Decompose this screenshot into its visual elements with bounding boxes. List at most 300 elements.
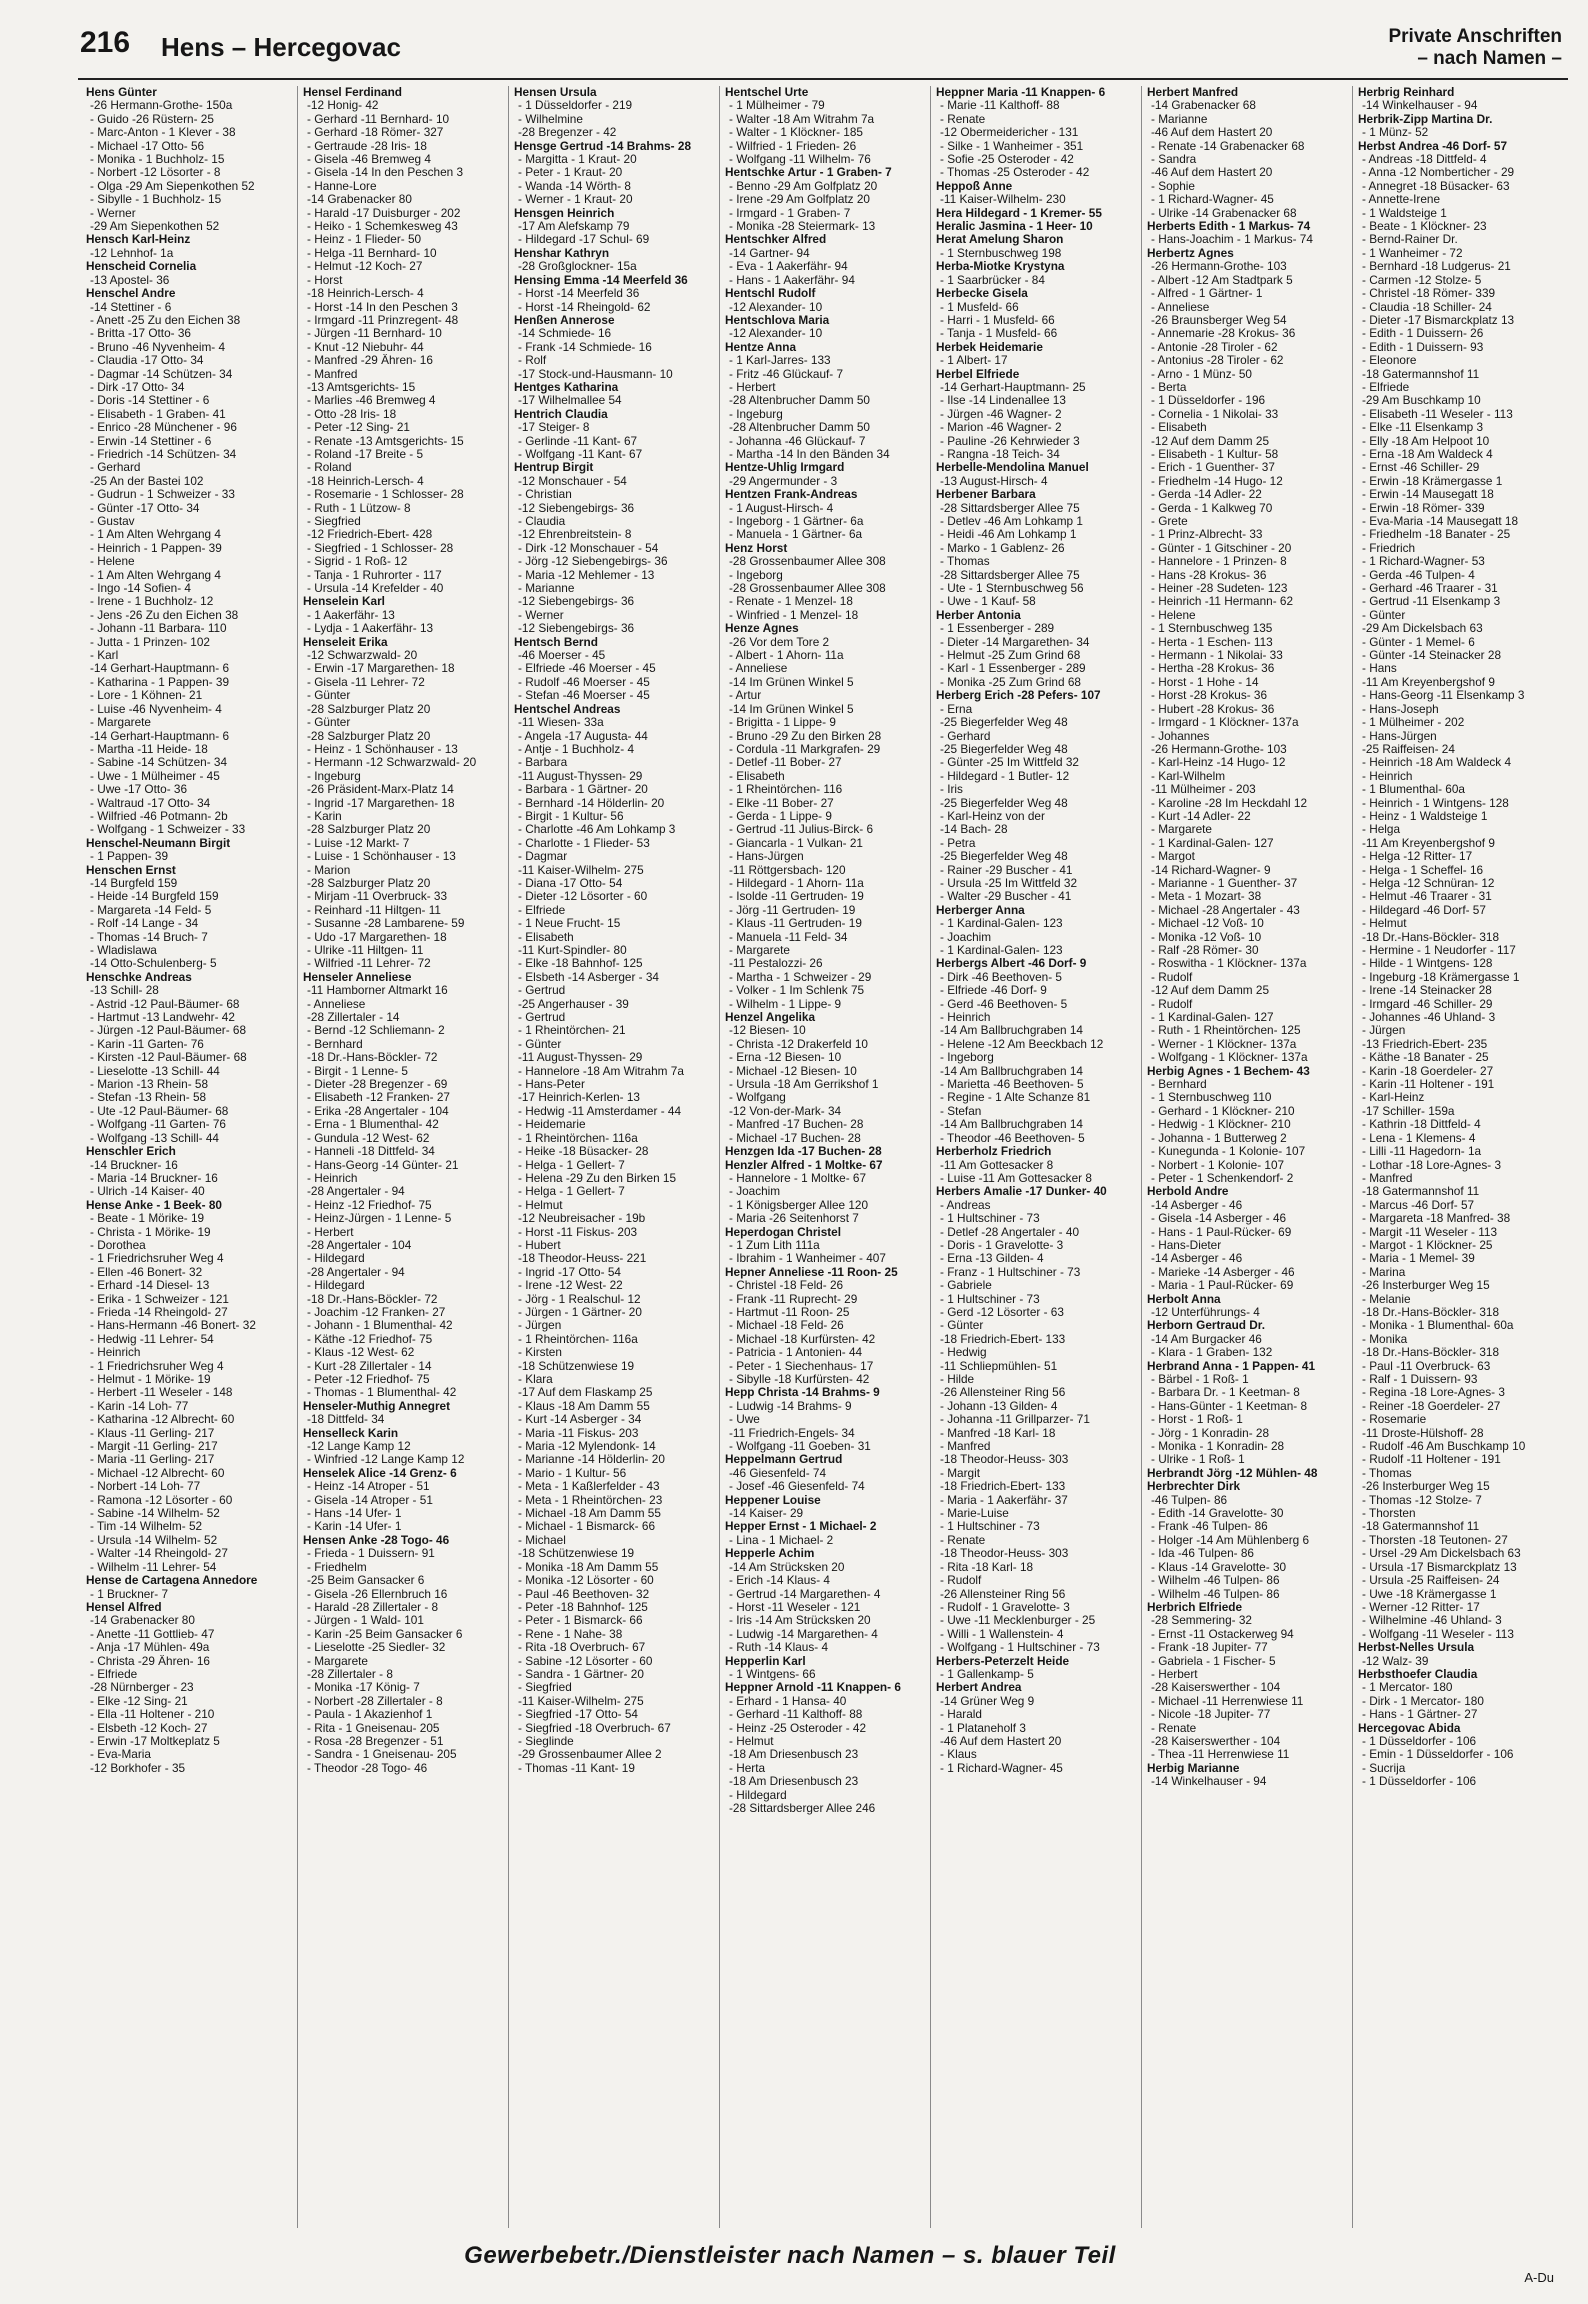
entry-line: -14 Richard-Wagner- 9 <box>1151 863 1271 877</box>
entry-line: - Rangna -18 Teich- 34 <box>940 447 1060 461</box>
entry-line: - Helmut -25 Zum Grind 68 <box>940 649 1081 663</box>
section-title <box>1388 26 1562 70</box>
directory-entry <box>936 220 1141 233</box>
entry-line: - Erhard -14 Diesel- 13 <box>90 1279 210 1293</box>
entry-line: - Sabine -12 Lösorter - 60 <box>518 1654 653 1668</box>
entry-line: - Roland <box>307 461 352 475</box>
entry-line: - Kunegunda - 1 Kolonie- 107 <box>1151 1145 1306 1159</box>
entry-line: - Otto -28 Iris- 18 <box>307 407 397 421</box>
entry-line: - Karin -11 Garten- 76 <box>90 1037 204 1051</box>
entry-line: - Irene - 1 Buchholz- 12 <box>90 595 214 609</box>
entry-line: - Erna - 1 Blumenthal- 42 <box>307 1118 439 1132</box>
entry-line: - Monika -12 Voß- 10 <box>1151 930 1262 944</box>
entry-line: - Peter - 1 Kraut- 20 <box>518 166 623 180</box>
directory-entry <box>725 314 930 341</box>
entry-line: - Gabriela - 1 Fischer- 5 <box>1151 1654 1276 1668</box>
directory-entry <box>303 971 508 1400</box>
entry-line: - Udo -17 Margarethen- 18 <box>307 930 447 944</box>
entry-line: - Stefan <box>940 1104 982 1118</box>
entry-line: - Reiner -18 Goerdeler- 27 <box>1362 1399 1501 1413</box>
entry-line: - Sofie -25 Osteroder - 42 <box>940 153 1074 167</box>
entry-line: - Karl-Heinz <box>1362 1091 1425 1105</box>
directory-entry <box>725 1145 930 1158</box>
entry-line: - Marianne - 1 Guenther- 37 <box>1151 876 1298 890</box>
entry-line: - Frank -14 Schmiede- 16 <box>518 340 652 354</box>
entry-line: - Siegfried -17 Otto- 54 <box>518 1708 638 1722</box>
entry-line: - Meta - 1 Kaßlerfelder - 43 <box>518 1480 660 1494</box>
entry-line: - Dieter -17 Bismarckplatz 13 <box>1362 313 1515 327</box>
entry-line: - Edith - 1 Duissern- 93 <box>1362 340 1484 354</box>
entry-line: -17 Am Alefskamp 79 <box>518 220 630 234</box>
entry-line: - Jutta - 1 Prinzen- 102 <box>90 635 210 649</box>
entry-line: -11 Mülheimer - 203 <box>1151 783 1256 797</box>
entry-line: - Jörg - 1 Konradin- 28 <box>1151 1426 1270 1440</box>
entry-name: Hentrup Birgit <box>514 460 594 475</box>
entry-line: - Günter <box>307 716 351 730</box>
entry-line: - Sibylle - 1 Buchholz- 15 <box>90 193 222 207</box>
entry-line: - Anett -25 Zu den Eichen 38 <box>90 313 241 327</box>
entry-name: Herber Antonia <box>936 607 1021 622</box>
entry-line: - Michael <box>518 1533 566 1547</box>
entry-line: - Hans -28 Krokus- 36 <box>1151 568 1267 582</box>
entry-line: - Anja -17 Mühlen- 49a <box>90 1641 210 1655</box>
entry-name: Hentzen Frank-Andreas <box>725 487 858 502</box>
directory-entry <box>725 488 930 542</box>
entry-line: - Heinz - 1 Schönhauser - 13 <box>307 742 458 756</box>
entry-line: - Hermine - 1 Neudorfer - 117 <box>1362 944 1516 957</box>
entry-line: -14 Am Burgacker 46 <box>1151 1332 1262 1346</box>
entry-line: - Frieda - 1 Duissern- 91 <box>307 1547 435 1561</box>
entry-line: -46 Moerser - 45 <box>518 649 606 663</box>
entry-name: Hense Anke - 1 Beek- 80 <box>86 1197 222 1212</box>
entry-line: - Marina <box>1362 1265 1406 1279</box>
entry-line: - Walter -14 Rheingold- 27 <box>90 1547 228 1561</box>
entry-line: - Marcus -46 Dorf- 57 <box>1362 1198 1475 1212</box>
entry-line: - Erich -14 Klaus- 4 <box>729 1574 830 1588</box>
entry-line: - Paul -46 Beethoven- 32 <box>518 1587 650 1601</box>
entry-line: - Gertrud -11 Elsenkamp 3 <box>1362 595 1501 609</box>
entry-name: Herbel Elfriede <box>936 366 1020 381</box>
entry-name: Hentschel Andreas <box>514 701 621 716</box>
entry-line: - Cordula -11 Markgrafen- 29 <box>729 742 881 756</box>
entry-line: - Marieke -14 Asberger - 46 <box>1151 1265 1295 1279</box>
entry-line: -26 Hermann-Grothe- 103 <box>1151 742 1287 756</box>
entry-line: - Wanda -14 Wörth- 8 <box>518 179 631 193</box>
entry-line: -26 Allensteiner Ring 56 <box>940 1587 1066 1601</box>
entry-line: - Gertrud <box>518 1011 566 1025</box>
directory-entry <box>514 381 719 408</box>
entry-line: - Manuela -11 Feld- 34 <box>729 930 848 944</box>
entry-line: - Lothar -18 Lore-Agnes- 3 <box>1362 1158 1502 1172</box>
entry-name: Hensge Gertrud -14 Brahms- 28 <box>514 138 692 153</box>
entry-line: - Ulrich -14 Kaiser- 40 <box>90 1185 205 1199</box>
entry-line: - Rudolf -46 Am Buschkamp 10 <box>1362 1440 1526 1454</box>
entry-line: - 1 Waldsteige 1 <box>1362 206 1447 220</box>
directory-entry <box>1358 113 1563 140</box>
entry-line: - Michael -11 Herrenwiese 11 <box>1151 1694 1304 1708</box>
directory-entry <box>725 341 930 462</box>
entry-line: - Bärbel - 1 Roß- 1 <box>1151 1373 1249 1386</box>
entry-line: - Tanja - 1 Musfeld- 66 <box>940 327 1058 341</box>
entry-line: - Gerhard - 1 Klöckner- 210 <box>1151 1104 1295 1118</box>
entry-line: - Antonius -28 Tiroler - 62 <box>1151 354 1284 368</box>
entry-line: - Ida -46 Tulpen- 86 <box>1151 1547 1254 1561</box>
entry-line: -14 Am Ballbruchgraben 14 <box>940 1118 1083 1132</box>
footer-banner: Gewerbebetr./Dienstleister nach Namen – s. blauer Teil <box>464 2242 1116 2269</box>
entry-line: -12 Neubreisacher - 19b <box>518 1212 646 1226</box>
entry-line: - Monika - 1 Buchholz- 15 <box>90 153 225 167</box>
entry-line: - Hildegard <box>307 1252 365 1266</box>
entry-line: - Eva-Maria <box>90 1748 151 1762</box>
directory-entry <box>86 1574 297 1601</box>
entry-name: Henze Agnes <box>725 621 799 636</box>
entry-line: - Thomas - 1 Blumenthal- 42 <box>307 1386 457 1400</box>
entry-line: - Johanna -11 Grillparzer- 71 <box>940 1413 1090 1427</box>
entry-name: Henshar Kathryn <box>514 245 610 260</box>
entry-line: - Wolfgang -11 Kant- 67 <box>518 447 643 461</box>
entry-line: - Manfred -29 Ähren- 16 <box>307 354 433 368</box>
entry-line: -13 Apostel- 36 <box>90 273 170 287</box>
entry-line: - Horst -11 Fiskus- 203 <box>518 1225 638 1239</box>
entry-line: - Hanne-Lore <box>307 179 377 193</box>
entry-line: - Michael -17 Otto- 56 <box>90 139 205 153</box>
entry-line: - 1 Mercator- 180 <box>1362 1681 1453 1695</box>
entry-line: - Erich - 1 Guenther- 37 <box>1151 461 1275 475</box>
entry-line: - Marion <box>307 863 351 877</box>
entry-line: - Willi - 1 Wallenstein- 4 <box>940 1627 1064 1641</box>
entry-line: -13 Friedrich-Ebert- 235 <box>1362 1037 1488 1051</box>
entry-line: - Christa -29 Ähren- 16 <box>90 1654 210 1668</box>
entry-line: - Margarete <box>90 716 151 730</box>
entry-line: -13 Amtsgerichts- 15 <box>307 380 416 394</box>
entry-line: -12 Alexander- 10 <box>729 327 823 341</box>
entry-line: - Lydja - 1 Aakerfähr- 13 <box>307 622 434 636</box>
entry-line: - Heinrich -18 Am Waldeck 4 <box>1362 756 1512 770</box>
entry-line: - Hannelore - 1 Moltke- 67 <box>729 1171 867 1185</box>
entry-line: - Wilfried -46 Potmann- 2b <box>90 809 228 823</box>
entry-line: - Gisela -14 Asberger - 46 <box>1151 1212 1287 1226</box>
entry-line: -18 Theodor-Heuss- 303 <box>940 1547 1069 1561</box>
entry-line: -11 Kurt-Spindler- 80 <box>518 944 627 957</box>
entry-line: - Ralf - 1 Duissern- 93 <box>1362 1373 1478 1386</box>
directory-entry <box>514 703 719 1776</box>
entry-line: - Ruth - 1 Lützow- 8 <box>307 501 411 515</box>
directory-entry <box>514 408 719 462</box>
entry-line: - Horst -11 Weseler - 121 <box>729 1600 861 1614</box>
entry-line: - 1 Münz- 52 <box>1362 126 1429 140</box>
entry-line: -14 Kaiser- 29 <box>729 1507 804 1521</box>
entry-line: - Thomas -25 Osteroder - 42 <box>940 166 1090 180</box>
entry-line: - Siegfried - 1 Schlosser- 28 <box>307 541 454 555</box>
directory-entry <box>1147 1185 1352 1292</box>
entry-line: - Margot <box>1151 850 1195 864</box>
entry-line: - Michael -12 Albrecht- 60 <box>90 1466 225 1480</box>
entry-line: - Erika - 1 Schweizer - 121 <box>90 1292 229 1306</box>
directory-entry <box>86 1601 297 1775</box>
directory-entry <box>514 140 719 207</box>
entry-line: - 1 Düsseldorfer - 219 <box>518 99 633 113</box>
entry-line: -17 Steiger- 8 <box>518 421 590 435</box>
entry-line: -28 Sittardsberger Allee 246 <box>729 1802 876 1815</box>
entry-line: - Mario - 1 Kultur- 56 <box>518 1466 627 1480</box>
entry-line: - Gertrud -11 Julius-Birck- 6 <box>729 823 873 837</box>
entry-line: - Doris - 1 Gravelotte- 3 <box>940 1238 1064 1252</box>
entry-line: - Ramona -12 Lösorter - 60 <box>90 1493 233 1507</box>
entry-line: - Christa - 1 Mörike- 19 <box>90 1225 211 1239</box>
entry-line: - Rosemarie <box>1362 1413 1427 1427</box>
entry-line: - Norbert - 1 Kolonie- 107 <box>1151 1158 1285 1172</box>
directory-entry <box>86 233 297 260</box>
entry-line: - Günter - 1 Memel- 6 <box>1362 635 1475 649</box>
entry-line: - Helga - 1 Scheffel- 16 <box>1362 863 1484 877</box>
entry-line: - Irmgard -46 Schiller- 29 <box>1362 997 1493 1011</box>
entry-line: - Heinz - 1 Waldsteige 1 <box>1362 809 1488 823</box>
entry-line: - Bruno -46 Nyvenheim- 4 <box>90 340 226 354</box>
entry-line: - Rita -18 Overbruch- 67 <box>518 1641 646 1655</box>
entry-line: - Claudia -17 Otto- 34 <box>90 354 204 368</box>
entry-line: -28 Salzburger Platz 20 <box>307 876 431 890</box>
entry-line: - Erwin -17 Moltkeplatz 5 <box>90 1734 220 1748</box>
entry-line: - Wilhelmine <box>518 112 583 126</box>
entry-line: - Thorsten -18 Teutonen- 27 <box>1362 1533 1508 1547</box>
entry-name: Herbertz Agnes <box>1147 245 1234 260</box>
entry-line: - Artur <box>729 689 762 703</box>
entry-line: - Renate - 1 Menzel- 18 <box>729 595 853 609</box>
entry-line: - Wolfgang -11 Goeben- 31 <box>729 1440 871 1454</box>
entry-line: - Rolf <box>518 354 547 368</box>
entry-line: - Ursula -25 Raiffeisen- 24 <box>1362 1574 1500 1588</box>
entry-line: -11 Wiesen- 33a <box>518 716 604 730</box>
entry-line: -12 Siebengebirgs- 36 <box>518 622 635 636</box>
entry-line: - Monika -12 Lösorter - 60 <box>518 1574 654 1588</box>
entry-line: - Klaus -12 West- 62 <box>307 1346 415 1360</box>
entry-name: Herbelle-Mendolina Manuel <box>936 460 1089 475</box>
entry-line: - Emin - 1 Düsseldorfer - 106 <box>1362 1748 1514 1762</box>
entry-line: - Paul -11 Overbruck- 63 <box>1362 1359 1491 1373</box>
entry-line: - Heidi -46 Am Lohkamp 1 <box>940 528 1077 542</box>
entry-line: - Doris -14 Stettiner - 6 <box>90 394 210 408</box>
directory-entry <box>1358 1641 1563 1668</box>
entry-line: - Günter -17 Otto- 34 <box>90 501 200 515</box>
entry-name: Herberholz Friedrich <box>936 1144 1052 1159</box>
entry-line: - Gerd -12 Lösorter - 63 <box>940 1305 1064 1319</box>
entry-line: - Walter - 1 Klöckner- 185 <box>729 126 863 140</box>
entry-line: - Horst - 1 Roß- 1 <box>1151 1413 1243 1427</box>
entry-line: - Marko - 1 Gablenz- 26 <box>940 541 1065 555</box>
entry-line: - 1 Rheintörchen- 116a <box>518 1332 638 1346</box>
entry-line: - 1 Blumenthal- 60a <box>1362 783 1465 797</box>
entry-line: - Jens -26 Zu den Eichen 38 <box>90 608 239 622</box>
entry-line: -14 Bruckner- 16 <box>90 1158 178 1172</box>
entry-line: - Ingeborg - 1 Gärtner- 6a <box>729 515 864 528</box>
entry-line: - Erna -12 Biesen- 10 <box>729 1051 842 1065</box>
entry-line: - Gerda - 1 Lippe- 9 <box>729 809 832 823</box>
entry-line: - Lena - 1 Klemens- 4 <box>1362 1131 1476 1145</box>
entry-line: - Norbert -28 Zillertaler - 8 <box>307 1694 443 1708</box>
entry-line: - 1 Wintgens- 66 <box>729 1667 816 1681</box>
entry-line: - Guido -26 Rüstern- 25 <box>90 112 214 126</box>
entry-line: - Michael -18 Am Damm 55 <box>518 1507 661 1521</box>
entry-line: - Margareta -18 Manfred- 38 <box>1362 1212 1511 1226</box>
entry-line: - Christel -18 Feld- 26 <box>729 1279 844 1293</box>
entry-line: - Rosemarie - 1 Schlosser- 28 <box>307 488 464 502</box>
entry-line: -14 Grabenacker 68 <box>1151 99 1256 113</box>
entry-line: - Charlotte -46 Am Lohkamp 3 <box>518 823 676 837</box>
entry-line: - Renate <box>940 1533 986 1547</box>
entry-line: - Peter - 1 Siechenhaus- 17 <box>729 1359 874 1373</box>
entry-line: - Carmen -12 Stolze- 5 <box>1362 273 1482 287</box>
entry-line: - Dieter -28 Bregenzer - 69 <box>307 1078 448 1092</box>
entry-line: -12 Friedrich-Ebert- 428 <box>307 528 433 542</box>
entry-line: - Hilde - 1 Wintgens- 128 <box>1362 957 1493 971</box>
entry-line: - Irene -12 West- 22 <box>518 1279 623 1293</box>
entry-name: Herberger Anna <box>936 902 1025 917</box>
entry-line: - Maria -14 Bruckner- 16 <box>90 1171 218 1185</box>
entry-name: Hensel Ferdinand <box>303 86 402 99</box>
entry-line: -28 Angertaler - 94 <box>307 1265 405 1279</box>
entry-name: Herbert Andrea <box>936 1680 1022 1695</box>
entry-line: - Sieglinde <box>518 1734 574 1748</box>
entry-line: - Jürgen - 1 Gärtner- 20 <box>518 1305 642 1319</box>
entry-name: Herbener Barbara <box>936 487 1036 502</box>
entry-line: - Rene - 1 Nahe- 38 <box>518 1627 623 1641</box>
entry-line: - Susanne -28 Lambarene- 59 <box>307 917 465 931</box>
entry-line: - Klaus -11 Gerling- 217 <box>90 1426 215 1440</box>
entry-line: -18 Am Driesenbusch 23 <box>729 1748 859 1762</box>
entry-line: -11 Schliepmühlen- 51 <box>940 1359 1058 1373</box>
entry-line: - Ursula -14 Krefelder - 40 <box>307 582 444 596</box>
entry-line: - Iris <box>940 783 963 797</box>
entry-line: - Wilhelm -11 Lehrer- 54 <box>90 1560 217 1574</box>
entry-line: - Monika <box>1362 1332 1408 1346</box>
entry-line: -18 Heinrich-Lersch- 4 <box>307 287 424 301</box>
entry-line: - Jörg -11 Gertruden- 19 <box>729 903 856 917</box>
entry-line: - Erna <box>940 702 973 716</box>
entry-line: - Wolfgang - 1 Schweizer - 33 <box>90 823 246 837</box>
directory-entry <box>936 260 1141 287</box>
entry-line: - Kurt -28 Zillertaler - 14 <box>307 1359 432 1373</box>
entry-line: - Helene <box>90 555 135 569</box>
entry-line: - Kathrin -18 Dittfeld- 4 <box>1362 1118 1481 1132</box>
entry-line: - Ella -11 Holtener - 210 <box>90 1708 215 1722</box>
entry-line: - Helmut -46 Traarer - 31 <box>1362 890 1492 904</box>
directory-entry <box>1147 1293 1352 1320</box>
entry-line: - Hans <box>1362 662 1397 676</box>
entry-line: - Theodor -46 Beethoven- 5 <box>940 1131 1085 1145</box>
entry-line: - Anneliese <box>1151 300 1210 314</box>
entry-name: Henzgen Ida -17 Buchen- 28 <box>725 1144 882 1159</box>
entry-line: - Hans - 1 Gärtner- 27 <box>1362 1708 1478 1722</box>
entry-line: - Gerhard -11 Kalthoff- 88 <box>729 1708 863 1722</box>
entry-line: - Christian <box>518 488 572 502</box>
directory-entry <box>514 274 719 314</box>
entry-line: - Hans - 1 Aakerfähr- 94 <box>729 273 855 287</box>
entry-line: - Käthe -12 Friedhof- 75 <box>307 1332 433 1346</box>
directory-entry <box>936 461 1141 488</box>
entry-line: - Gabriele <box>940 1279 992 1293</box>
entry-name: Hercegovac Abida <box>1358 1720 1461 1735</box>
directory-column <box>719 86 930 2228</box>
entry-line: -18 Gatermannshof 11 <box>1362 367 1480 381</box>
entry-line: -28 Salzburger Platz 20 <box>307 823 431 837</box>
entry-line: -26 Insterburger Weg 15 <box>1362 1279 1490 1293</box>
entry-line: - Gerhard <box>940 729 991 743</box>
entry-line: - Klara - 1 Graben- 132 <box>1151 1346 1273 1360</box>
entry-line: - Tanja - 1 Ruhrorter - 117 <box>307 568 442 582</box>
directory-entry <box>303 636 508 971</box>
entry-line: -46 Auf dem Hastert 20 <box>940 1734 1062 1748</box>
directory-entry <box>725 1159 930 1226</box>
directory-entry <box>936 1681 1141 1775</box>
entry-line: -28 Salzburger Platz 20 <box>307 702 431 716</box>
entry-line: - 1 Bruckner- 7 <box>90 1587 169 1601</box>
directory-column <box>1352 86 1563 2228</box>
entry-line: -28 Salzburger Platz 20 <box>307 729 431 743</box>
entry-line: - Horst -14 Meerfeld 36 <box>518 287 640 301</box>
entry-line: - Holger -14 Am Mühlenberg 6 <box>1151 1533 1310 1547</box>
entry-line: - Elisabeth <box>729 769 785 783</box>
entry-line: - 1 Düsseldorfer - 106 <box>1362 1775 1477 1789</box>
entry-name: Henschler Erich <box>86 1144 176 1159</box>
entry-line: - Martha -14 In den Bänden 34 <box>729 447 890 461</box>
entry-line: - Roland -17 Breite - 5 <box>307 447 424 461</box>
entry-line: -14 Gartner- 94 <box>729 246 810 260</box>
entry-line: - Heinz -14 Atroper - 51 <box>307 1480 430 1494</box>
entry-line: -12 Siebengebirgs- 36 <box>518 501 635 515</box>
entry-line: - Hedwig - 1 Klöckner- 210 <box>1151 1118 1291 1132</box>
entry-line: - Ibrahim - 1 Wanheimer - 407 <box>729 1252 886 1266</box>
entry-line: - Bernd -12 Schliemann- 2 <box>307 1024 445 1038</box>
directory-entry <box>86 1199 297 1574</box>
entry-name: Hentschke Artur - 1 Graben- 7 <box>725 165 892 180</box>
entry-line: -12 Schwarzwald- 20 <box>307 649 418 663</box>
entry-line: - Werner - 1 Kraut- 20 <box>518 193 633 207</box>
entry-line: - Ralf -28 Römer- 30 <box>1151 944 1259 957</box>
entry-line: -25 Raiffeisen- 24 <box>1362 742 1455 756</box>
entry-line: - Helga -11 Bernhard- 10 <box>307 246 437 260</box>
entry-line: - 1 Pappen- 39 <box>90 850 169 864</box>
entry-line: - Bernhard -18 Ludgerus- 21 <box>1362 260 1511 274</box>
entry-line: - 1 Kardinal-Galen- 127 <box>1151 836 1274 850</box>
entry-name: Henz Horst <box>725 540 788 555</box>
entry-line: - Margarete <box>729 944 790 957</box>
page-range-title: Hens – Hercegovac <box>161 32 401 62</box>
entry-line: - Arno - 1 Münz- 50 <box>1151 367 1252 381</box>
entry-line: - Thomas -11 Kant- 19 <box>518 1761 635 1775</box>
entry-name: Hentsch Bernd <box>514 634 598 649</box>
entry-name: Hense de Cartagena Annedore <box>86 1573 258 1588</box>
entry-line: -18 Theodor-Heuss- 221 <box>518 1252 647 1266</box>
entry-line: - Sabine -14 Wilhelm- 52 <box>90 1507 220 1521</box>
entry-line: - Joachim <box>729 1185 781 1199</box>
entry-line: - Klaus -18 Am Damm 55 <box>518 1399 650 1413</box>
entry-line: -11 Droste-Hülshoff- 28 <box>1362 1426 1484 1440</box>
entry-line: -12 Walz- 39 <box>1362 1654 1429 1668</box>
directory-entry <box>1147 1065 1352 1186</box>
entry-line: - Meta - 1 Rheintörchen- 23 <box>518 1493 663 1507</box>
entry-line: - Rita - 1 Gneisenau- 205 <box>307 1721 440 1735</box>
directory-entry <box>1147 1480 1352 1601</box>
entry-line: -25 Beim Gansacker 6 <box>307 1574 425 1588</box>
entry-line: - Jürgen -12 Paul-Bäumer- 68 <box>90 1024 247 1038</box>
entry-line: - Marie -11 Kalthoff- 88 <box>940 99 1060 113</box>
directory-entry <box>514 207 719 247</box>
entry-line: - Hans-Günter - 1 Keetman- 8 <box>1151 1399 1308 1413</box>
entry-line: - Barbara - 1 Gärtner- 20 <box>518 783 648 797</box>
entry-line: - Sucrija <box>1362 1761 1406 1775</box>
entry-line: - Gudrun - 1 Schweizer - 33 <box>90 488 235 502</box>
entry-name: Herbrandt Jörg -12 Mühlen- 48 <box>1147 1465 1318 1480</box>
